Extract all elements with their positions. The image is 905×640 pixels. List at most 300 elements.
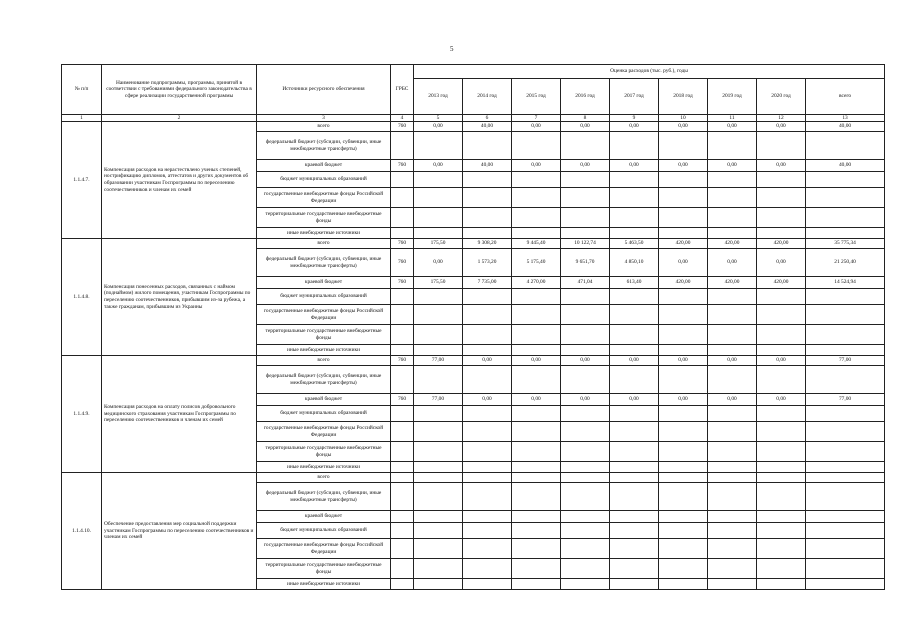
value-cell (806, 132, 885, 160)
value-cell (512, 483, 561, 511)
value-cell (463, 172, 512, 188)
value-cell (512, 422, 561, 442)
item-name: Обеспечение предоставления мер социальной поддержки участникам Госпрограммы по переселению соотечественников и членам их семей (102, 473, 257, 590)
value-cell (806, 305, 885, 325)
source-label: краевой бюджет (257, 394, 391, 406)
value-cell (806, 208, 885, 228)
grbs-cell: 760 (391, 277, 414, 289)
value-cell (659, 305, 708, 325)
value-cell (512, 559, 561, 579)
item-code: 1.1.4.7. (62, 122, 102, 239)
grbs-cell (391, 325, 414, 345)
value-cell (512, 345, 561, 356)
value-cell (561, 366, 610, 394)
value-cell: 14 524,94 (806, 277, 885, 289)
value-cell (806, 462, 885, 473)
value-cell (610, 442, 659, 462)
value-cell (610, 473, 659, 483)
value-cell (610, 305, 659, 325)
value-cell (757, 188, 806, 208)
value-cell: 0,00 (512, 394, 561, 406)
value-cell (610, 132, 659, 160)
value-cell (561, 188, 610, 208)
value-cell: 10 122,74 (561, 239, 610, 249)
source-label: иные внебюджетные источники (257, 462, 391, 473)
source-label: бюджет муниципальных образований (257, 406, 391, 422)
value-cell: 420,00 (708, 277, 757, 289)
header-year: 2014 год (463, 79, 512, 115)
value-cell (659, 188, 708, 208)
grbs-cell (391, 132, 414, 160)
column-number: 4 (391, 115, 414, 122)
item-code: 1.1.4.9. (62, 356, 102, 473)
value-cell (561, 473, 610, 483)
value-cell (414, 132, 463, 160)
value-cell (757, 483, 806, 511)
value-cell: 0,00 (512, 356, 561, 366)
value-cell (463, 483, 512, 511)
value-cell (512, 228, 561, 239)
value-cell (414, 462, 463, 473)
value-cell (414, 366, 463, 394)
source-label: федеральный бюджет (субсидии, субвенции, иные межбюджетные трансферты) (257, 483, 391, 511)
value-cell (561, 406, 610, 422)
value-cell (561, 422, 610, 442)
value-cell: 0,00 (561, 356, 610, 366)
value-cell (806, 473, 885, 483)
value-cell (806, 172, 885, 188)
value-cell: 7 735,00 (463, 277, 512, 289)
item-name: Компенсация расходов на оплату полисов добровольного медицинского страхования участникам Госпрограммы по переселению соотечественников и членам их семей (102, 356, 257, 473)
value-cell (610, 289, 659, 305)
value-cell: 420,00 (757, 277, 806, 289)
header-year: 2015 год (512, 79, 561, 115)
value-cell (512, 473, 561, 483)
grbs-cell (391, 406, 414, 422)
value-cell (561, 559, 610, 579)
header-year: 2019 год (708, 79, 757, 115)
value-cell (757, 579, 806, 590)
value-cell (610, 462, 659, 473)
value-cell (757, 289, 806, 305)
value-cell (806, 483, 885, 511)
value-cell (561, 523, 610, 539)
value-cell (414, 289, 463, 305)
value-cell: 0,00 (708, 122, 757, 132)
source-label: территориальные государственные внебюджетные фонды (257, 559, 391, 579)
value-cell: 0,00 (757, 122, 806, 132)
grbs-cell (391, 289, 414, 305)
value-cell: 0,00 (659, 356, 708, 366)
source-label: бюджет муниципальных образований (257, 289, 391, 305)
value-cell (463, 462, 512, 473)
value-cell (806, 442, 885, 462)
value-cell (806, 579, 885, 590)
value-cell (561, 442, 610, 462)
value-cell (806, 523, 885, 539)
value-cell: 4 850,10 (610, 249, 659, 277)
source-label: всего (257, 122, 391, 132)
value-cell (512, 523, 561, 539)
value-cell (463, 523, 512, 539)
value-cell (512, 511, 561, 523)
value-cell (610, 345, 659, 356)
value-cell (659, 511, 708, 523)
source-label: всего (257, 239, 391, 249)
source-label: иные внебюджетные источники (257, 579, 391, 590)
value-cell (708, 523, 757, 539)
value-cell (512, 539, 561, 559)
value-cell (512, 172, 561, 188)
value-cell (463, 228, 512, 239)
grbs-cell (391, 188, 414, 208)
value-cell (708, 172, 757, 188)
value-cell (757, 442, 806, 462)
value-cell (610, 325, 659, 345)
table-row (62, 473, 885, 483)
value-cell (806, 289, 885, 305)
source-label: государственные внебюджетные фонды Российской Федерации (257, 422, 391, 442)
value-cell (414, 511, 463, 523)
source-label: бюджет муниципальных образований (257, 172, 391, 188)
column-number: 2 (102, 115, 257, 122)
value-cell (414, 539, 463, 559)
header-year: всего (806, 79, 885, 115)
header-year: 2013 год (414, 79, 463, 115)
grbs-cell: 760 (391, 356, 414, 366)
value-cell (806, 539, 885, 559)
value-cell (512, 406, 561, 422)
value-cell (708, 208, 757, 228)
value-cell (463, 511, 512, 523)
header-source: Источники ресурсного обеспечения (257, 65, 391, 115)
value-cell (512, 289, 561, 305)
value-cell: 1 573,20 (463, 249, 512, 277)
value-cell (610, 366, 659, 394)
value-cell (659, 422, 708, 442)
value-cell (561, 483, 610, 511)
source-label: государственные внебюджетные фонды Российской Федерации (257, 539, 391, 559)
header-estimate: Оценка расходов (тыс. руб.), годы (414, 65, 885, 79)
value-cell (610, 188, 659, 208)
value-cell: 77,00 (414, 356, 463, 366)
value-cell: 9 308,20 (463, 239, 512, 249)
value-cell (463, 325, 512, 345)
value-cell (463, 442, 512, 462)
source-label: территориальные государственные внебюджетные фонды (257, 208, 391, 228)
value-cell (708, 305, 757, 325)
value-cell (463, 345, 512, 356)
value-cell: 77,00 (414, 394, 463, 406)
value-cell: 0,00 (659, 160, 708, 172)
budget-table (61, 64, 885, 590)
value-cell: 0,00 (512, 122, 561, 132)
column-number: 13 (806, 115, 885, 122)
value-cell (463, 473, 512, 483)
grbs-cell (391, 579, 414, 590)
column-number: 6 (463, 115, 512, 122)
value-cell (806, 366, 885, 394)
value-cell (806, 559, 885, 579)
table-row (62, 239, 885, 249)
value-cell: 0,00 (561, 160, 610, 172)
value-cell (610, 511, 659, 523)
value-cell (708, 442, 757, 462)
value-cell (659, 208, 708, 228)
value-cell (414, 228, 463, 239)
value-cell (708, 559, 757, 579)
value-cell (561, 539, 610, 559)
value-cell: 0,00 (414, 249, 463, 277)
value-cell (414, 483, 463, 511)
value-cell: 35 775,34 (806, 239, 885, 249)
grbs-cell (391, 228, 414, 239)
header-year: 2018 год (659, 79, 708, 115)
value-cell (757, 208, 806, 228)
value-cell (561, 579, 610, 590)
value-cell: 40,00 (463, 160, 512, 172)
grbs-cell (391, 345, 414, 356)
value-cell (512, 132, 561, 160)
value-cell: 0,00 (708, 356, 757, 366)
column-number: 10 (659, 115, 708, 122)
grbs-cell (391, 523, 414, 539)
value-cell: 40,00 (463, 122, 512, 132)
value-cell (757, 406, 806, 422)
grbs-cell (391, 442, 414, 462)
header-year: 2017 год (610, 79, 659, 115)
value-cell (414, 579, 463, 590)
header-grbs: ГРБС (391, 65, 414, 115)
value-cell: 0,00 (708, 394, 757, 406)
value-cell: 4 270,00 (512, 277, 561, 289)
source-label: федеральный бюджет (субсидии, субвенции, иные межбюджетные трансферты) (257, 249, 391, 277)
value-cell: 0,00 (414, 122, 463, 132)
value-cell: 420,00 (659, 277, 708, 289)
value-cell (463, 579, 512, 590)
value-cell (757, 172, 806, 188)
value-cell: 0,00 (757, 394, 806, 406)
value-cell (708, 325, 757, 345)
value-cell: 40,00 (806, 122, 885, 132)
value-cell (512, 442, 561, 462)
value-cell (414, 325, 463, 345)
column-number: 12 (757, 115, 806, 122)
value-cell (610, 579, 659, 590)
grbs-cell (391, 208, 414, 228)
value-cell (512, 462, 561, 473)
grbs-cell (391, 483, 414, 511)
value-cell (463, 208, 512, 228)
value-cell: 9 651,70 (561, 249, 610, 277)
value-cell (414, 345, 463, 356)
value-cell (659, 473, 708, 483)
value-cell: 0,00 (463, 394, 512, 406)
source-label: территориальные государственные внебюджетные фонды (257, 325, 391, 345)
value-cell: 40,00 (806, 160, 885, 172)
source-label: территориальные государственные внебюджетные фонды (257, 442, 391, 462)
value-cell (757, 523, 806, 539)
value-cell: 0,00 (659, 394, 708, 406)
value-cell (708, 483, 757, 511)
value-cell (610, 559, 659, 579)
source-label: федеральный бюджет (субсидии, субвенции, иные межбюджетные трансферты) (257, 366, 391, 394)
value-cell (561, 172, 610, 188)
value-cell (610, 228, 659, 239)
value-cell (659, 228, 708, 239)
value-cell (561, 305, 610, 325)
value-cell (757, 228, 806, 239)
value-cell (757, 305, 806, 325)
value-cell (708, 511, 757, 523)
value-cell (659, 289, 708, 305)
value-cell: 9 445,40 (512, 239, 561, 249)
value-cell (708, 422, 757, 442)
value-cell (708, 188, 757, 208)
column-number: 8 (561, 115, 610, 122)
value-cell (659, 579, 708, 590)
value-cell (414, 188, 463, 208)
value-cell: 0,00 (561, 394, 610, 406)
value-cell (414, 473, 463, 483)
value-cell (757, 511, 806, 523)
value-cell: 0,00 (463, 356, 512, 366)
grbs-cell: 760 (391, 394, 414, 406)
value-cell (659, 172, 708, 188)
grbs-cell: 760 (391, 239, 414, 249)
value-cell: 175,50 (414, 277, 463, 289)
grbs-cell: 760 (391, 160, 414, 172)
value-cell (659, 559, 708, 579)
grbs-cell (391, 511, 414, 523)
value-cell (414, 208, 463, 228)
table-row (62, 356, 885, 366)
value-cell: 175,50 (414, 239, 463, 249)
header-num: № п/п (62, 65, 102, 115)
value-cell (757, 422, 806, 442)
value-cell (561, 462, 610, 473)
source-label: всего (257, 356, 391, 366)
value-cell (708, 462, 757, 473)
grbs-cell: 760 (391, 122, 414, 132)
value-cell (708, 366, 757, 394)
source-label: бюджет муниципальных образований (257, 523, 391, 539)
value-cell (610, 172, 659, 188)
value-cell (463, 289, 512, 305)
value-cell: 420,00 (757, 239, 806, 249)
item-name: Компенсация расходов на нерастествлено ученых степеней, нострификацию дипломов, аттестатов и других документов об образовании участникам Госпрограммы по переселению соотечественников и членам их семей (102, 122, 257, 239)
grbs-cell (391, 422, 414, 442)
value-cell (708, 289, 757, 305)
source-label: федеральный бюджет (субсидии, субвенции, иные межбюджетные трансферты) (257, 132, 391, 160)
value-cell (561, 289, 610, 305)
value-cell (463, 422, 512, 442)
value-cell (512, 188, 561, 208)
value-cell (757, 539, 806, 559)
value-cell (561, 228, 610, 239)
value-cell: 0,00 (610, 394, 659, 406)
value-cell (659, 539, 708, 559)
value-cell: 420,00 (659, 239, 708, 249)
value-cell (659, 325, 708, 345)
header-name: Наименование подпрограммы, программы, принятой в соответствии с требованиями федерального законодательства в сфере реализации государственной программы (102, 65, 257, 115)
value-cell: 0,00 (414, 160, 463, 172)
value-cell: 0,00 (708, 160, 757, 172)
value-cell (659, 442, 708, 462)
value-cell (659, 462, 708, 473)
value-cell: 0,00 (610, 356, 659, 366)
value-cell (757, 132, 806, 160)
value-cell (414, 422, 463, 442)
value-cell: 5 175,40 (512, 249, 561, 277)
value-cell (610, 406, 659, 422)
grbs-cell: 760 (391, 249, 414, 277)
source-label: иные внебюджетные источники (257, 345, 391, 356)
value-cell (806, 422, 885, 442)
value-cell (757, 345, 806, 356)
value-cell (610, 422, 659, 442)
value-cell (806, 511, 885, 523)
value-cell (463, 132, 512, 160)
header-year: 2016 год (561, 79, 610, 115)
source-label: иные внебюджетные источники (257, 228, 391, 239)
value-cell (512, 366, 561, 394)
source-label: краевой бюджет (257, 511, 391, 523)
value-cell (512, 579, 561, 590)
value-cell (463, 305, 512, 325)
value-cell (806, 345, 885, 356)
source-label: государственные внебюджетные фонды Российской Федерации (257, 188, 391, 208)
grbs-cell (391, 366, 414, 394)
column-number: 3 (257, 115, 391, 122)
value-cell: 613,40 (610, 277, 659, 289)
value-cell: 0,00 (757, 160, 806, 172)
value-cell (708, 579, 757, 590)
value-cell (414, 406, 463, 422)
value-cell (659, 523, 708, 539)
value-cell (414, 559, 463, 579)
grbs-cell (391, 473, 414, 483)
value-cell (512, 325, 561, 345)
value-cell (708, 228, 757, 239)
value-cell: 0,00 (512, 160, 561, 172)
value-cell: 77,00 (806, 356, 885, 366)
value-cell (806, 406, 885, 422)
header-year: 2020 год (757, 79, 806, 115)
value-cell: 21 250,40 (806, 249, 885, 277)
value-cell (610, 539, 659, 559)
value-cell (659, 406, 708, 422)
page-number: 5 (450, 45, 454, 53)
value-cell (757, 473, 806, 483)
column-number: 1 (62, 115, 102, 122)
value-cell: 0,00 (659, 249, 708, 277)
column-number: 11 (708, 115, 757, 122)
value-cell (757, 462, 806, 473)
item-code: 1.1.4.8. (62, 239, 102, 356)
value-cell (659, 132, 708, 160)
value-cell: 0,00 (757, 356, 806, 366)
grbs-cell (391, 305, 414, 325)
value-cell (708, 473, 757, 483)
value-cell (610, 483, 659, 511)
value-cell: 0,00 (659, 122, 708, 132)
value-cell (463, 559, 512, 579)
item-name: Компенсация понесенных расходов, связанных с наймом (поднаймом) жилого помещения, участникам Госпрограммы по переселению соотечественников, прибывшим из-за рубежа, а также гражданам, прибывшим из Украины (102, 239, 257, 356)
value-cell (512, 208, 561, 228)
value-cell (659, 345, 708, 356)
value-cell (414, 172, 463, 188)
